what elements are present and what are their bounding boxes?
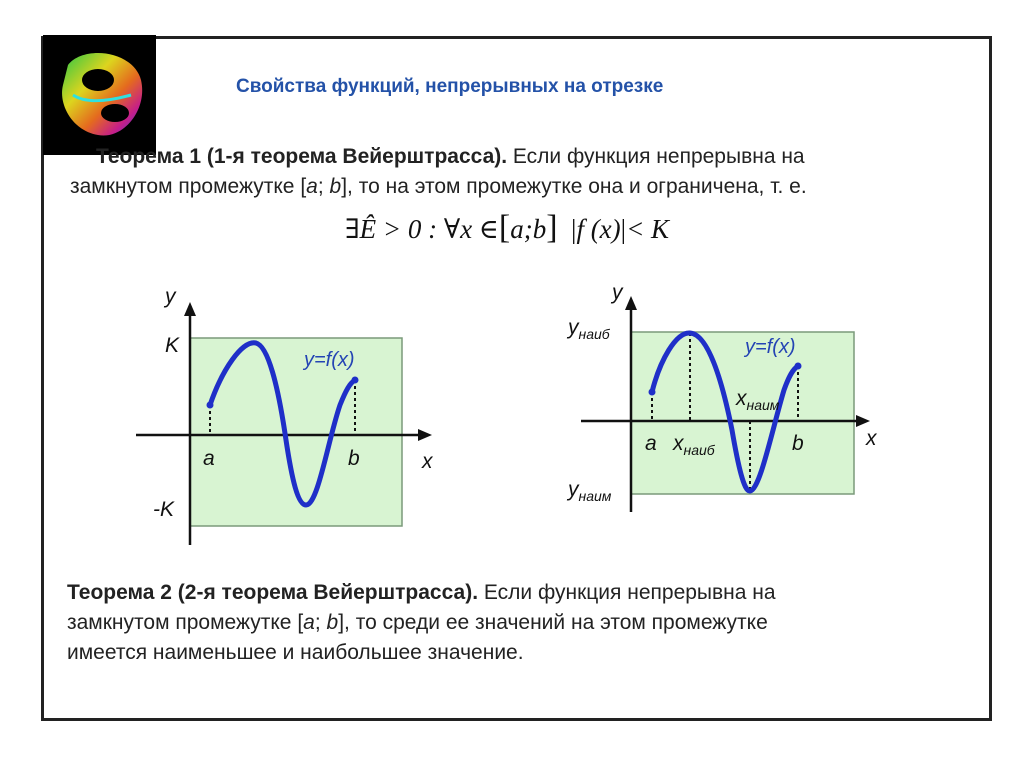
theorem-1-line2-end: ], то на этом промежутке она и ограничена, т. е. xyxy=(341,175,807,198)
formula-func: f (x) xyxy=(576,214,621,244)
theorem-1-heading: Теорема 1 (1-я теорема Вейерштрасса). xyxy=(96,145,508,168)
theorem-2-text xyxy=(67,578,776,668)
right-a-label: a xyxy=(645,432,657,455)
boundedness-formula: ∃Ê > 0 : ∀x ∈[a;b] |f (x)|< K xyxy=(345,209,670,246)
page-title: Свойства функций, непрерывных на отрезке xyxy=(236,76,664,97)
theorem-2-sep: ; xyxy=(314,611,327,634)
theorem-1-sep: ; xyxy=(317,175,330,198)
right-curve-start xyxy=(649,389,656,396)
right-xmin-label: $x_{наим}$ xyxy=(736,387,780,413)
left-negk-label: -K xyxy=(153,498,174,521)
right-x-label: x xyxy=(866,427,877,450)
theorem-2-heading: Теорема 2 (2-я теорема Вейерштрасса). xyxy=(67,581,479,604)
left-b-label: b xyxy=(348,447,360,470)
left-k-label: K xyxy=(165,334,180,357)
right-x-arrow-icon xyxy=(856,415,870,427)
formula-interval: a;b xyxy=(510,214,547,244)
theorem-2-line3: имеется наименьшее и наибольшее значение. xyxy=(67,641,524,664)
theorem-1-line2-start: замкнутом промежутке [ xyxy=(70,175,307,198)
right-ymin-label: $y_{наим}$ xyxy=(568,478,612,504)
left-x-label: x xyxy=(422,450,433,473)
formula-less-k: < K xyxy=(626,214,670,244)
theorem-2-line2-end: ], то среди ее значений на этом промежутке xyxy=(338,611,768,634)
theorem-1-b: b xyxy=(329,175,342,198)
theorem-2-text-a: Если функция непрерывна на xyxy=(478,581,776,604)
right-y-label: y xyxy=(612,281,623,304)
right-curve-end xyxy=(795,363,802,370)
right-xmax-label: $x_{наиб}$ xyxy=(673,432,715,458)
right-b-label: b xyxy=(792,432,804,455)
theorem-1-text-a: Если функция непрерывна на xyxy=(507,145,805,168)
right-func-label: y=f(x) xyxy=(745,336,796,358)
theorem-2-line2-start: замкнутом промежутке [ xyxy=(67,611,304,634)
right-y-arrow-icon xyxy=(625,296,637,310)
left-func-label: y=f(x) xyxy=(304,349,355,371)
theorem-1-a: a xyxy=(306,175,318,198)
left-a-label: a xyxy=(203,447,215,470)
formula-exists: ∃Ê > 0 : ∀x ∈ xyxy=(345,214,499,244)
theorem-2-b: b xyxy=(326,611,339,634)
left-y-label: y xyxy=(165,285,176,308)
right-ymax-label: $y_{наиб}$ xyxy=(568,316,610,342)
theorem-2-a: a xyxy=(303,611,315,634)
